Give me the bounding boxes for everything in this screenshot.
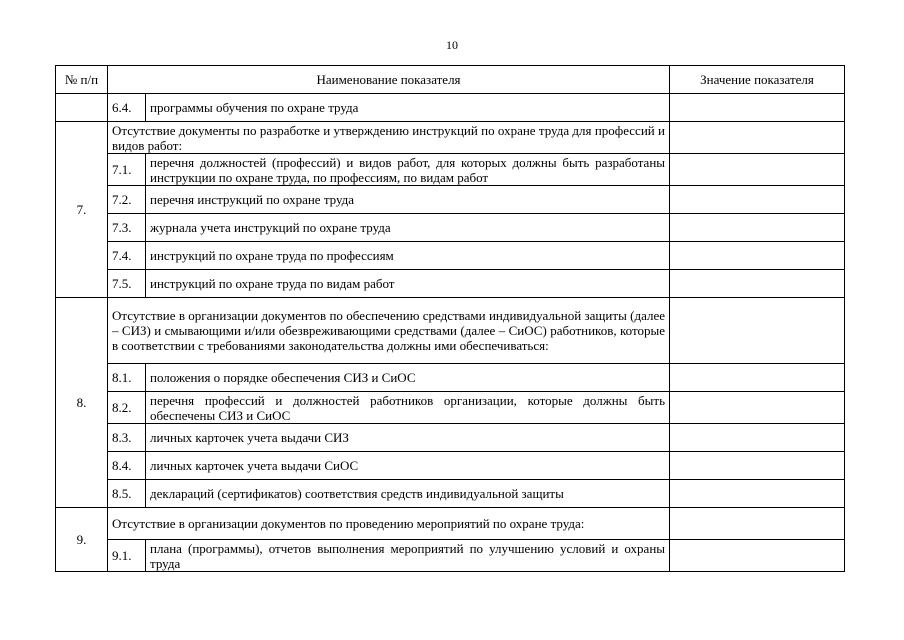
row-text: перечня должностей (профессий) и видов работ, для которых должны быть разработаны инструкции по охране труда, по профессиям, по видам работ: [146, 154, 670, 186]
sub-num: 9.1.: [108, 540, 146, 572]
section-text: Отсутствие документы по разработке и утверждению инструкций по охране труда для профессий и видов работ:: [108, 122, 670, 154]
header-name: Наименование показателя: [108, 66, 670, 94]
section-text: Отсутствие в организации документов по проведению мероприятий по охране труда:: [108, 508, 670, 540]
table-row: [56, 424, 845, 452]
sub-num: 8.5.: [108, 480, 146, 508]
value-cell: [670, 94, 845, 122]
table-row: [56, 186, 845, 214]
sub-num: 8.1.: [108, 364, 146, 392]
table-row: [56, 94, 845, 122]
sub-num: 6.4.: [108, 94, 146, 122]
value-cell: [670, 508, 845, 540]
page-number: 10: [446, 38, 458, 52]
table-row: [56, 392, 845, 424]
row-text: журнала учета инструкций по охране труда: [146, 214, 670, 242]
table-row: [56, 452, 845, 480]
section-num: 8.: [56, 298, 108, 508]
section-num: 9.: [56, 508, 108, 572]
row-text: плана (программы), отчетов выполнения мероприятий по улучшению условий и охраны труда: [146, 540, 670, 572]
row-text: положения о порядке обеспечения СИЗ и СиОС: [146, 364, 670, 392]
value-cell: [670, 154, 845, 186]
sub-num: 8.4.: [108, 452, 146, 480]
section-text: Отсутствие в организации документов по обеспечению средствами индивидуальной защиты (далее – СИЗ) и смывающими и/или обезвреживающими средствами (далее – СиОС) работников, которые в соответствии с требованиями законодательства должны ими обеспечиваться:: [108, 298, 670, 364]
value-cell: [670, 298, 845, 364]
value-cell: [670, 424, 845, 452]
header-value: Значение показателя: [670, 66, 845, 94]
row-text: программы обучения по охране труда: [146, 94, 670, 122]
row-text: перечня профессий и должностей работников организации, которые должны быть обеспечены СИЗ и СиОС: [146, 392, 670, 424]
table-row: [56, 298, 845, 364]
sub-num: 7.5.: [108, 270, 146, 298]
value-cell: [670, 214, 845, 242]
sub-num: 8.3.: [108, 424, 146, 452]
table-row: [56, 270, 845, 298]
table-row: [56, 154, 845, 186]
value-cell: [670, 270, 845, 298]
table-row: [56, 480, 845, 508]
header-num: № п/п: [56, 66, 108, 94]
table-row: [56, 242, 845, 270]
sub-num: 7.1.: [108, 154, 146, 186]
row-text: личных карточек учета выдачи СиОС: [146, 452, 670, 480]
value-cell: [670, 364, 845, 392]
value-cell: [670, 392, 845, 424]
table-row: [56, 122, 845, 154]
row-text: инструкций по охране труда по профессиям: [146, 242, 670, 270]
table-row: [56, 540, 845, 572]
indicators-table: [55, 65, 845, 572]
value-cell: [670, 242, 845, 270]
table-row: [56, 214, 845, 242]
sub-num: 8.2.: [108, 392, 146, 424]
sub-num: 7.2.: [108, 186, 146, 214]
row-text: инструкций по охране труда по видам работ: [146, 270, 670, 298]
row-text: перечня инструкций по охране труда: [146, 186, 670, 214]
table-row: [56, 364, 845, 392]
value-cell: [670, 480, 845, 508]
sub-num: 7.3.: [108, 214, 146, 242]
row-text: личных карточек учета выдачи СИЗ: [146, 424, 670, 452]
table-header-row: [56, 66, 845, 94]
num-cell-empty: [56, 94, 108, 122]
value-cell: [670, 452, 845, 480]
value-cell: [670, 122, 845, 154]
sub-num: 7.4.: [108, 242, 146, 270]
value-cell: [670, 540, 845, 572]
table-row: [56, 508, 845, 540]
row-text: деклараций (сертификатов) соответствия средств индивидуальной защиты: [146, 480, 670, 508]
section-num: 7.: [56, 122, 108, 298]
value-cell: [670, 186, 845, 214]
